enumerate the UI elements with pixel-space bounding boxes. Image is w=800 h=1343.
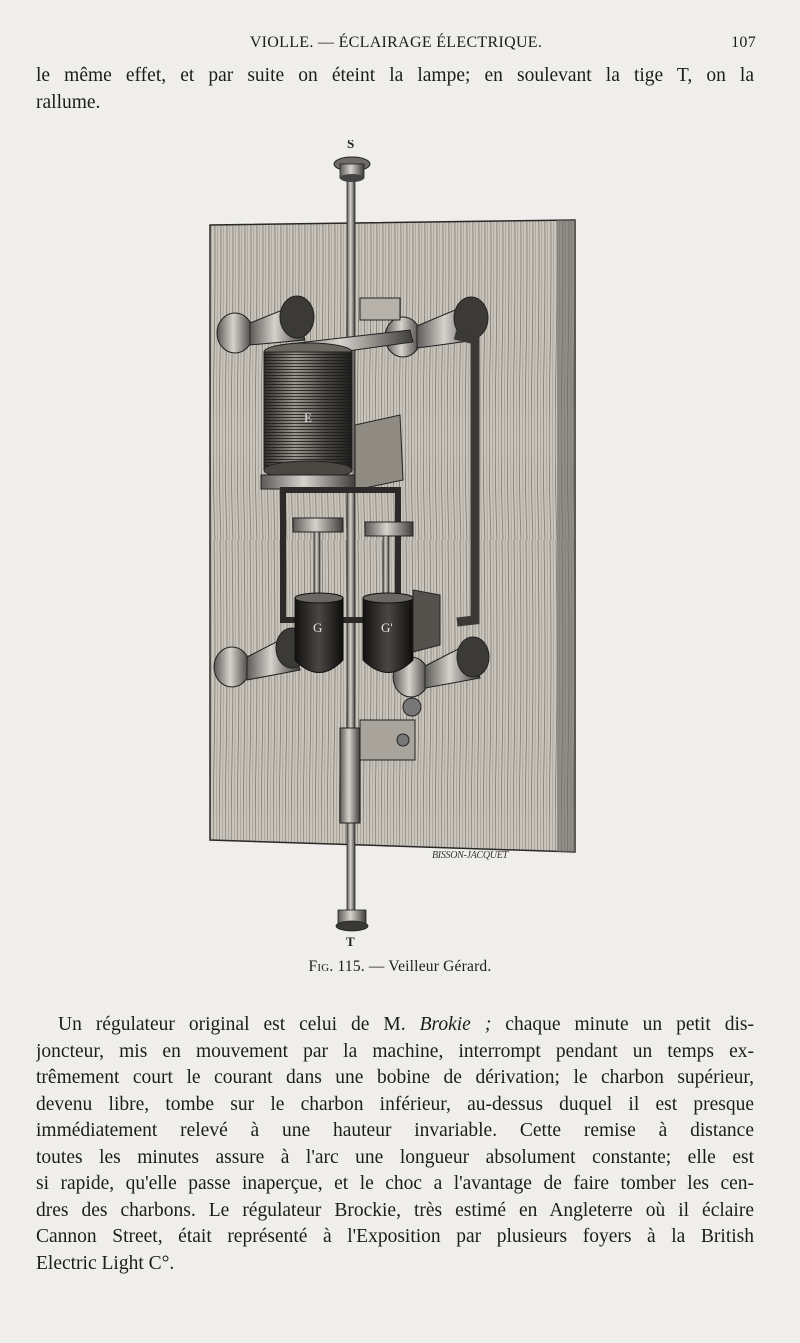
text-segment: chaque minute un petit dis- xyxy=(505,1014,754,1035)
cup-bracket xyxy=(413,590,440,652)
text-line: immédiatement relevé à une hauteur invariable. Cette remise à distance xyxy=(36,1120,754,1141)
person-name: Brokie ; xyxy=(419,1014,492,1035)
engraver-signature: BISSON-JACQUET xyxy=(432,850,508,861)
text-line: si rapide, qu'elle passe inaperçue, et le choc a l'avantage de faire tomber les cen- xyxy=(36,1173,754,1194)
text-line: rallume. xyxy=(36,91,101,113)
running-head-title: VIOLLE. — ÉCLAIRAGE ÉLECTRIQUE. xyxy=(249,34,543,51)
label-g-prime: G' xyxy=(381,620,393,635)
top-bracket xyxy=(360,298,400,320)
text-line: devenu libre, tombe sur le charbon inférieur, au-dessus duquel il est presque xyxy=(36,1093,754,1115)
running-head xyxy=(36,34,756,56)
page-number: 107 xyxy=(731,34,756,51)
text-line xyxy=(36,1012,754,1039)
bottom-paragraph xyxy=(36,1012,754,1277)
figure-caption xyxy=(0,958,800,976)
label-t: T xyxy=(346,934,355,949)
label-e: E xyxy=(304,410,312,425)
armature xyxy=(355,415,403,490)
text-line: joncteur, mis en mouvement par la machine, interrompt pendant un temps ex- xyxy=(36,1040,754,1062)
caption-text: — Veilleur Gérard. xyxy=(368,958,492,975)
plate-left xyxy=(293,518,343,532)
text-line: trêmement court le courant dans une bobine de dérivation; le charbon supérieur, xyxy=(36,1067,754,1088)
text-segment: Un régulateur original est celui de M. xyxy=(58,1014,406,1035)
text-line: dres des charbons. Le régulateur Brockie, très estimé en Angleterre où il éclaire xyxy=(36,1199,754,1221)
label-s: S xyxy=(347,140,355,151)
caption-number: Fig. 115. xyxy=(308,958,365,975)
plate-right xyxy=(365,522,413,536)
figure-engraving xyxy=(195,140,595,950)
text-line: toutes les minutes assure à l'arc une longueur absolument constante; elle est xyxy=(36,1146,754,1168)
text-line: le même effet, et par suite on éteint la lampe; en soulevant la tige T, on la xyxy=(36,65,754,86)
top-paragraph xyxy=(36,63,754,116)
veilleur-gerard-engraving xyxy=(195,140,595,950)
text-line: Cannon Street, était représenté à l'Exposition par plusieurs foyers à la British xyxy=(36,1226,754,1247)
text-line: Electric Light C°. xyxy=(36,1252,175,1274)
label-g: G xyxy=(313,620,323,635)
